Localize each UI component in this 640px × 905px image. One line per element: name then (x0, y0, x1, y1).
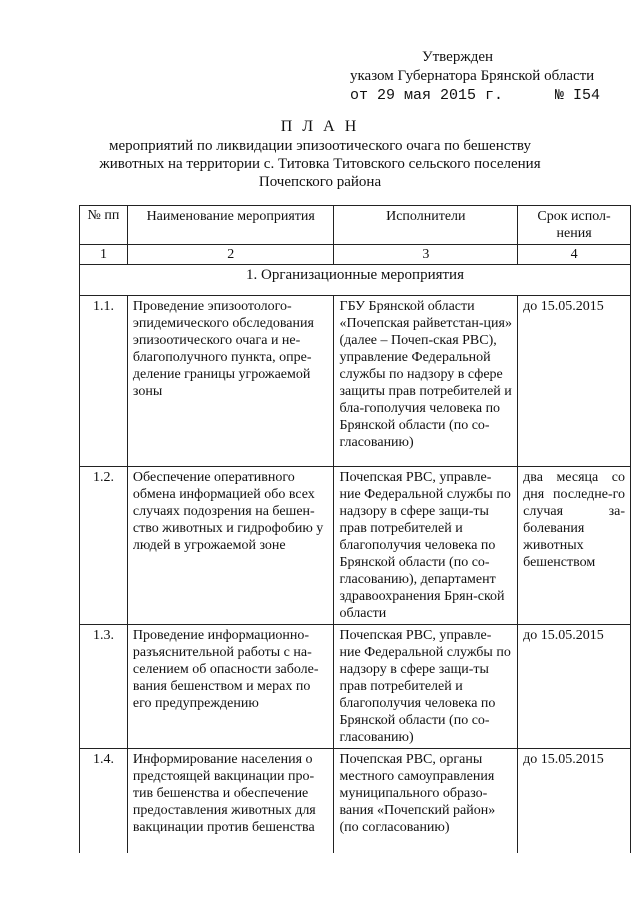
row-executors: Почепская РВС, органы местного самоуправления муниципального образо-вания «Почепский район» (по согласованию) (334, 749, 518, 854)
column-number: 4 (518, 245, 631, 265)
approval-block (350, 48, 600, 105)
table-row (80, 296, 631, 467)
approval-date: от 29 мая 2015 г. (350, 87, 504, 104)
row-number: 1.3. (80, 625, 128, 749)
column-number: 1 (80, 245, 128, 265)
header-no: № пп (80, 206, 128, 245)
row-executors: Почепская РВС, управле-ние Федеральной службы по надзору в сфере защи-ты прав потребителей и благополучия человека по Брянской области (по со-гласованию) (334, 625, 518, 749)
approval-date-line (350, 86, 600, 105)
column-numbers-row (80, 245, 631, 265)
row-number: 1.2. (80, 467, 128, 625)
row-name: Информирование населения о предстоящей вакцинации про-тив бешенства и обеспечение предоставления животных для вакцинации против бешенства (127, 749, 334, 854)
table-header-row (80, 206, 631, 245)
section-row (80, 265, 631, 296)
plan-table (79, 205, 631, 853)
row-number: 1.1. (80, 296, 128, 467)
row-term: два месяца со дня последне-го случая за-болевания животных бешенством (518, 467, 631, 625)
table-row (80, 749, 631, 854)
row-executors: ГБУ Брянской области «Почепская райветстан-ция» (далее – Почеп-ская РВС), управление Федеральной службы по надзору в сфере защиты прав потребителей и бла-гополучия человека по Брянской области (по со-гласованию) (334, 296, 518, 467)
header-term: Срок испол-нения (518, 206, 631, 245)
header-name: Наименование мероприятия (127, 206, 334, 245)
column-number: 2 (127, 245, 334, 265)
approval-line-approved: Утвержден (422, 49, 494, 65)
row-term: до 15.05.2015 (518, 749, 631, 854)
section-title: 1. Организационные мероприятия (80, 265, 631, 296)
approval-number: № I54 (555, 87, 601, 104)
header-executors: Исполнители (334, 206, 518, 245)
page-subtitle: мероприятий по ликвидации эпизоотического очага по бешенству животных на территории с. Титовка Титовского сельского поселения Почепского района (99, 138, 541, 190)
table-row (80, 625, 631, 749)
row-name: Проведение эпизоотолого-эпидемического обследования эпизоотического очага и не-благополучного пункта, опре-деление границы угрожаемой зоны (127, 296, 334, 467)
row-term: до 15.05.2015 (518, 296, 631, 467)
row-number: 1.4. (80, 749, 128, 854)
row-name: Обеспечение оперативного обмена информацией обо всех случаях подозрения на бешен-ство животных и гидрофобию у людей в угрожаемой зоне (127, 467, 334, 625)
row-name: Проведение информационно-разъяснительной работы с на-селением об опасности заболе-вания бешенством и мерах по его предупреждению (127, 625, 334, 749)
page-title: П Л А Н (280, 118, 360, 135)
row-term: до 15.05.2015 (518, 625, 631, 749)
approval-line-decree: указом Губернатора Брянской области (350, 68, 595, 84)
table-row (80, 467, 631, 625)
row-executors: Почепская РВС, управле-ние Федеральной службы по надзору в сфере защи-ты прав потребителей и благополучия человека по Брянской области (по со-гласованию), департамент здравоохранения Брян-ской области (334, 467, 518, 625)
column-number: 3 (334, 245, 518, 265)
